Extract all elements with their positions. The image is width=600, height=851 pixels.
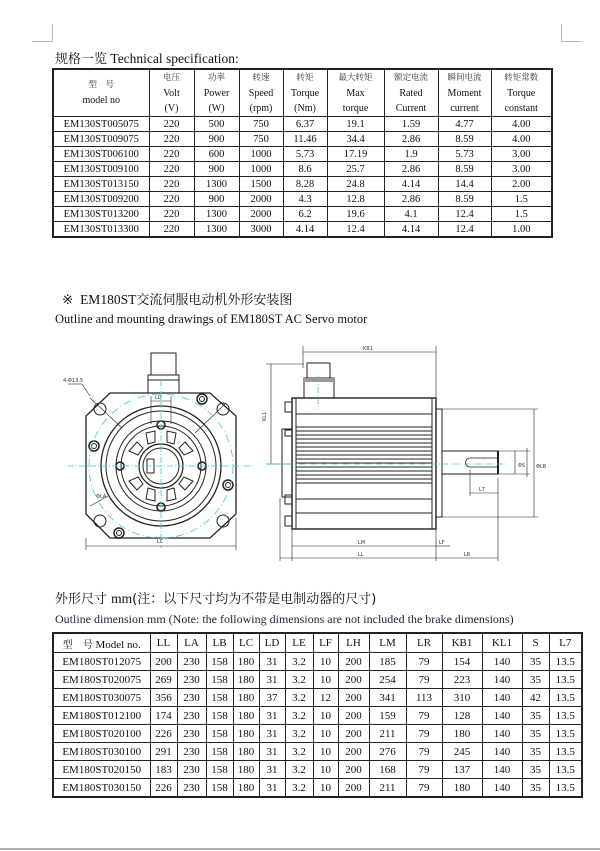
dims-cell: 10: [313, 779, 338, 798]
dims-cell: 12: [313, 689, 338, 707]
dims-cell: 35: [522, 671, 549, 689]
dims-cell: 200: [338, 671, 369, 689]
spec-cell: 8.6: [283, 162, 327, 177]
dims-header-cell: LB: [206, 633, 233, 653]
spec-cell: 1300: [194, 177, 239, 192]
dims-cell: 180: [233, 779, 259, 798]
dims-cell: 200: [338, 725, 369, 743]
spec-cell-model: EM130ST005075: [53, 117, 149, 132]
dims-cell-model: EM180ST020075: [53, 671, 150, 689]
dims-cell: 276: [369, 743, 406, 761]
spec-cell: 4.3: [283, 192, 327, 207]
dims-cell: 79: [406, 743, 442, 761]
dims-cell: 158: [206, 707, 233, 725]
spec-cell: 3.00: [491, 147, 552, 162]
label-la: ΦLA: [96, 494, 107, 500]
spec-header-max-torque: 最大转矩 Max torque: [327, 69, 384, 117]
spec-cell: 220: [149, 207, 194, 222]
label-l7: L7: [479, 487, 485, 493]
dims-cell: 200: [338, 779, 369, 798]
spec-cell: 220: [149, 147, 194, 162]
dims-cell: 10: [313, 653, 338, 671]
spec-cell: 2.86: [384, 132, 438, 147]
spec-section-title: [55, 48, 239, 67]
spec-cell: 1000: [239, 147, 283, 162]
dims-cell: 140: [482, 671, 522, 689]
dims-cell-model: EM180ST030100: [53, 743, 150, 761]
dims-cell: 356: [150, 689, 177, 707]
motor-outline-drawing: [60, 338, 550, 568]
dims-cell: 3.2: [285, 761, 313, 779]
spec-cell: 220: [149, 222, 194, 238]
dims-cell: 140: [482, 743, 522, 761]
dims-cell: 3.2: [285, 779, 313, 798]
motor-body: [292, 398, 436, 529]
dims-cell: 158: [206, 653, 233, 671]
spec-cell: 750: [239, 117, 283, 132]
dims-cell: 211: [369, 779, 406, 798]
dims-cell: 79: [406, 779, 442, 798]
dims-section-subtitle: Outline dimension mm (Note: the following dimensions are not included the brake dimensions): [55, 612, 514, 626]
dims-cell: 310: [442, 689, 482, 707]
dims-header-cell: LL: [150, 633, 177, 653]
dims-cell: 10: [313, 707, 338, 725]
dims-header-cell: LE: [285, 633, 313, 653]
dims-cell: 13.5: [549, 743, 582, 761]
dims-cell: 35: [522, 743, 549, 761]
dims-cell: 211: [369, 725, 406, 743]
dims-cell: 3.2: [285, 653, 313, 671]
spec-cell: 19.6: [327, 207, 384, 222]
dims-cell-model: EM180ST020100: [53, 725, 150, 743]
spec-cell: 6.37: [283, 117, 327, 132]
dims-header-cell: LA: [177, 633, 206, 653]
dims-title-note: (注：以下尺寸均为不带是电制动器的尺寸): [132, 592, 377, 607]
dims-cell: 10: [313, 725, 338, 743]
dims-cell: 140: [482, 689, 522, 707]
dims-section-title: [55, 588, 376, 607]
spec-cell: 12.4: [327, 222, 384, 238]
dims-cell: 200: [338, 743, 369, 761]
spec-header-row: [53, 69, 552, 117]
dims-cell-model: EM180ST030075: [53, 689, 150, 707]
spec-cell: 1300: [194, 207, 239, 222]
dims-cell: 35: [522, 779, 549, 798]
dims-cell: 180: [233, 671, 259, 689]
spec-cell: 2.86: [384, 162, 438, 177]
dims-cell: 140: [482, 779, 522, 798]
spec-cell: 3.00: [491, 162, 552, 177]
spec-table-row: [53, 162, 552, 177]
spec-cell: 12.4: [438, 222, 491, 238]
dims-cell: 180: [233, 725, 259, 743]
label-lf: LF: [439, 540, 445, 546]
label-kb1: KB1: [363, 346, 373, 352]
label-ll: LL: [358, 552, 364, 558]
spec-cell: 1.9: [384, 147, 438, 162]
spec-cell: 1.59: [384, 117, 438, 132]
dims-cell: 180: [442, 725, 482, 743]
dims-table-row: [53, 689, 582, 707]
dims-header-cell: KL1: [482, 633, 522, 653]
spec-cell: 4.14: [384, 222, 438, 238]
dims-cell: 10: [313, 761, 338, 779]
spec-cell: 1000: [239, 162, 283, 177]
spec-cell: 8.28: [283, 177, 327, 192]
dims-cell-model: EM180ST020150: [53, 761, 150, 779]
spec-table-row: [53, 117, 552, 132]
dims-cell-model: EM180ST012100: [53, 707, 150, 725]
spec-table-row: [53, 222, 552, 238]
dims-cell-model: EM180ST012075: [53, 653, 150, 671]
front-view: [68, 353, 236, 550]
label-lr: LR: [464, 552, 471, 558]
dims-table-row: [53, 761, 582, 779]
spec-cell: 2.00: [491, 177, 552, 192]
dims-table-body: [53, 653, 582, 798]
dims-cell: 158: [206, 761, 233, 779]
spec-cell-model: EM130ST009100: [53, 162, 149, 177]
spec-cell: 8.59: [438, 132, 491, 147]
dims-cell: 128: [442, 707, 482, 725]
dims-cell: 154: [442, 653, 482, 671]
dims-table-row: [53, 653, 582, 671]
spec-table-row: [53, 147, 552, 162]
drawing-title-cn: 交流伺服电动机外形安装图: [136, 293, 293, 308]
dims-table-row: [53, 779, 582, 798]
spec-cell: 5.73: [283, 147, 327, 162]
spec-table-row: [53, 177, 552, 192]
spec-cell: 220: [149, 192, 194, 207]
dims-cell: 31: [259, 725, 285, 743]
dims-cell: 31: [259, 761, 285, 779]
dims-cell: 79: [406, 725, 442, 743]
page-bottom-edge: [0, 848, 600, 850]
spec-cell: 3000: [239, 222, 283, 238]
dims-cell: 35: [522, 725, 549, 743]
spec-cell: 1.00: [491, 222, 552, 238]
spec-cell: 220: [149, 162, 194, 177]
spec-cell: 900: [194, 162, 239, 177]
dims-cell: 200: [338, 689, 369, 707]
spec-cell: 2.86: [384, 192, 438, 207]
spec-cell: 220: [149, 117, 194, 132]
dims-cell: 13.5: [549, 653, 582, 671]
spec-cell: 1.5: [491, 207, 552, 222]
dims-header-model: 型 号 Model no.: [53, 633, 150, 653]
dims-cell: 42: [522, 689, 549, 707]
dims-table-row: [53, 671, 582, 689]
dims-header-cell: LR: [406, 633, 442, 653]
spec-header-torque: 转矩 Torque (Nm): [283, 69, 327, 117]
spec-header-power: 功率 Power (W): [194, 69, 239, 117]
label-holes: 4-Φ13.5: [63, 378, 84, 384]
drawing-section-title: [62, 289, 292, 308]
spec-cell: 500: [194, 117, 239, 132]
dims-cell: 140: [482, 707, 522, 725]
dims-cell: 200: [338, 653, 369, 671]
dims-cell: 13.5: [549, 725, 582, 743]
spec-cell: 5.73: [438, 147, 491, 162]
dims-cell: 113: [406, 689, 442, 707]
dims-cell: 13.5: [549, 779, 582, 798]
dims-cell-model: EM180ST030150: [53, 779, 150, 798]
spec-cell: 1300: [194, 222, 239, 238]
reference-mark: ※: [62, 292, 74, 307]
label-ld: LD: [155, 395, 162, 401]
dims-cell: 3.2: [285, 725, 313, 743]
spec-cell-model: EM130ST006100: [53, 147, 149, 162]
spec-cell: 4.14: [384, 177, 438, 192]
spec-header-volt: 电压 Volt (V): [149, 69, 194, 117]
dims-cell: 3.2: [285, 671, 313, 689]
spec-cell: 220: [149, 132, 194, 147]
dims-cell: 140: [482, 725, 522, 743]
page-corner-mark-top-left: [32, 24, 53, 42]
dims-cell: 180: [233, 707, 259, 725]
dims-header-cell: LM: [369, 633, 406, 653]
dims-cell: 200: [150, 653, 177, 671]
dims-cell: 13.5: [549, 671, 582, 689]
dims-cell: 341: [369, 689, 406, 707]
spec-cell: 14.4: [438, 177, 491, 192]
label-lb: ΦLB: [536, 464, 547, 470]
spec-table-row: [53, 192, 552, 207]
dims-cell: 31: [259, 743, 285, 761]
dims-cell: 10: [313, 671, 338, 689]
spec-cell: 8.59: [438, 192, 491, 207]
dims-cell: 230: [177, 689, 206, 707]
dims-table-row: [53, 707, 582, 725]
dims-cell: 180: [233, 689, 259, 707]
dims-cell: 31: [259, 779, 285, 798]
dims-header-cell: KB1: [442, 633, 482, 653]
spec-header-moment-current: 瞬间电流 Moment current: [438, 69, 491, 117]
spec-cell: 11.46: [283, 132, 327, 147]
spec-title-en: Technical specification:: [110, 51, 239, 66]
spec-cell: 34.4: [327, 132, 384, 147]
dims-header-row: [53, 633, 582, 653]
dims-cell: 158: [206, 671, 233, 689]
mount-hole-tl: [94, 403, 106, 415]
dims-cell: 291: [150, 743, 177, 761]
dims-header-cell: LD: [259, 633, 285, 653]
spec-table: [52, 68, 553, 238]
dims-cell: 79: [406, 707, 442, 725]
dims-cell: 3.2: [285, 743, 313, 761]
spec-cell: 1500: [239, 177, 283, 192]
spec-cell: 600: [194, 147, 239, 162]
spec-table-body: [53, 117, 552, 238]
dims-cell: 230: [177, 779, 206, 798]
dims-cell: 185: [369, 653, 406, 671]
dims-cell: 13.5: [549, 689, 582, 707]
dims-cell: 158: [206, 743, 233, 761]
spec-cell: 900: [194, 192, 239, 207]
encoder-connector-top: [151, 353, 176, 375]
spec-cell: 220: [149, 177, 194, 192]
dims-cell: 180: [233, 761, 259, 779]
dims-cell: 35: [522, 761, 549, 779]
spec-cell: 4.14: [283, 222, 327, 238]
dims-cell: 230: [177, 671, 206, 689]
spec-cell-model: EM130ST013150: [53, 177, 149, 192]
side-view: [266, 346, 538, 561]
dims-header-cell: LH: [338, 633, 369, 653]
dims-cell: 180: [233, 653, 259, 671]
dims-cell: 180: [233, 743, 259, 761]
dims-cell: 245: [442, 743, 482, 761]
label-lc: LC: [157, 539, 164, 545]
dims-cell: 269: [150, 671, 177, 689]
page-corner-mark-top-right: [561, 24, 582, 42]
dims-cell: 174: [150, 707, 177, 725]
spec-cell: 12.8: [327, 192, 384, 207]
dims-cell: 200: [338, 707, 369, 725]
dims-cell: 31: [259, 707, 285, 725]
dims-cell: 140: [482, 761, 522, 779]
dims-cell: 226: [150, 725, 177, 743]
spec-cell: 4.00: [491, 132, 552, 147]
spec-cell: 8.59: [438, 162, 491, 177]
dims-cell: 35: [522, 707, 549, 725]
dims-cell: 230: [177, 653, 206, 671]
dims-cell: 226: [150, 779, 177, 798]
spec-cell: 1.5: [491, 192, 552, 207]
dims-table: [52, 632, 583, 798]
label-kl1: KL1: [262, 411, 268, 421]
spec-cell: 4.1: [384, 207, 438, 222]
spec-cell-model: EM130ST009200: [53, 192, 149, 207]
dims-cell: 158: [206, 779, 233, 798]
dims-cell: 79: [406, 761, 442, 779]
spec-cell: 900: [194, 132, 239, 147]
spec-cell: 2000: [239, 207, 283, 222]
dims-table-row: [53, 743, 582, 761]
spec-cell: 750: [239, 132, 283, 147]
dims-cell: 31: [259, 653, 285, 671]
drawing-title-model: EM180ST: [80, 292, 137, 307]
spec-cell-model: EM130ST013200: [53, 207, 149, 222]
dims-cell: 37: [259, 689, 285, 707]
dims-cell: 158: [206, 689, 233, 707]
dims-cell: 168: [369, 761, 406, 779]
dims-cell: 230: [177, 725, 206, 743]
dims-title-unit: mm: [111, 591, 133, 606]
dims-title-cn: 外形尺寸: [55, 592, 108, 607]
dims-cell: 183: [150, 761, 177, 779]
spec-cell: 19.1: [327, 117, 384, 132]
dims-header-cell: L7: [549, 633, 582, 653]
dims-cell: 13.5: [549, 707, 582, 725]
dims-cell: 223: [442, 671, 482, 689]
spec-cell: 17.19: [327, 147, 384, 162]
dims-cell: 230: [177, 743, 206, 761]
label-s: ΦS: [518, 463, 526, 469]
spec-table-row: [53, 132, 552, 147]
dims-cell: 200: [338, 761, 369, 779]
dims-header-cell: LC: [233, 633, 259, 653]
dims-cell: 158: [206, 725, 233, 743]
dims-header-cell: LF: [313, 633, 338, 653]
spec-title-cn: 规格一览: [55, 52, 108, 67]
spec-cell-model: EM130ST009075: [53, 132, 149, 147]
dims-cell: 230: [177, 707, 206, 725]
label-lm: LM: [358, 540, 366, 546]
spec-cell: 4.77: [438, 117, 491, 132]
dims-cell: 31: [259, 671, 285, 689]
dims-cell: 10: [313, 743, 338, 761]
dims-table-row: [53, 725, 582, 743]
spec-header-rated-current: 额定电流 Rated Current: [384, 69, 438, 117]
spec-table-row: [53, 207, 552, 222]
dims-cell: 3.2: [285, 707, 313, 725]
dims-cell: 79: [406, 671, 442, 689]
dims-cell: 180: [442, 779, 482, 798]
spec-cell: 6.2: [283, 207, 327, 222]
mount-hole-bl: [94, 515, 106, 527]
spec-header-torque-constant: 转矩常数 Torque constant: [491, 69, 552, 117]
spec-cell: 4.00: [491, 117, 552, 132]
spec-cell: 2000: [239, 192, 283, 207]
dims-cell: 140: [482, 653, 522, 671]
spec-cell: 12.4: [438, 207, 491, 222]
dims-cell: 230: [177, 761, 206, 779]
dims-header-cell: S: [522, 633, 549, 653]
dims-cell: 35: [522, 653, 549, 671]
spec-cell: 24.8: [327, 177, 384, 192]
drawing-section-subtitle: Outline and mounting drawings of EM180ST AC Servo motor: [55, 312, 368, 326]
dims-cell: 254: [369, 671, 406, 689]
dims-cell: 3.2: [285, 689, 313, 707]
dims-cell: 159: [369, 707, 406, 725]
spec-cell: 25.7: [327, 162, 384, 177]
spec-cell-model: EM130ST013300: [53, 222, 149, 238]
dims-cell: 137: [442, 761, 482, 779]
dims-cell: 79: [406, 653, 442, 671]
spec-header-speed: 转速 Speed (rpm): [239, 69, 283, 117]
dims-cell: 13.5: [549, 761, 582, 779]
spec-header-model: 型 号 model no: [53, 69, 149, 117]
